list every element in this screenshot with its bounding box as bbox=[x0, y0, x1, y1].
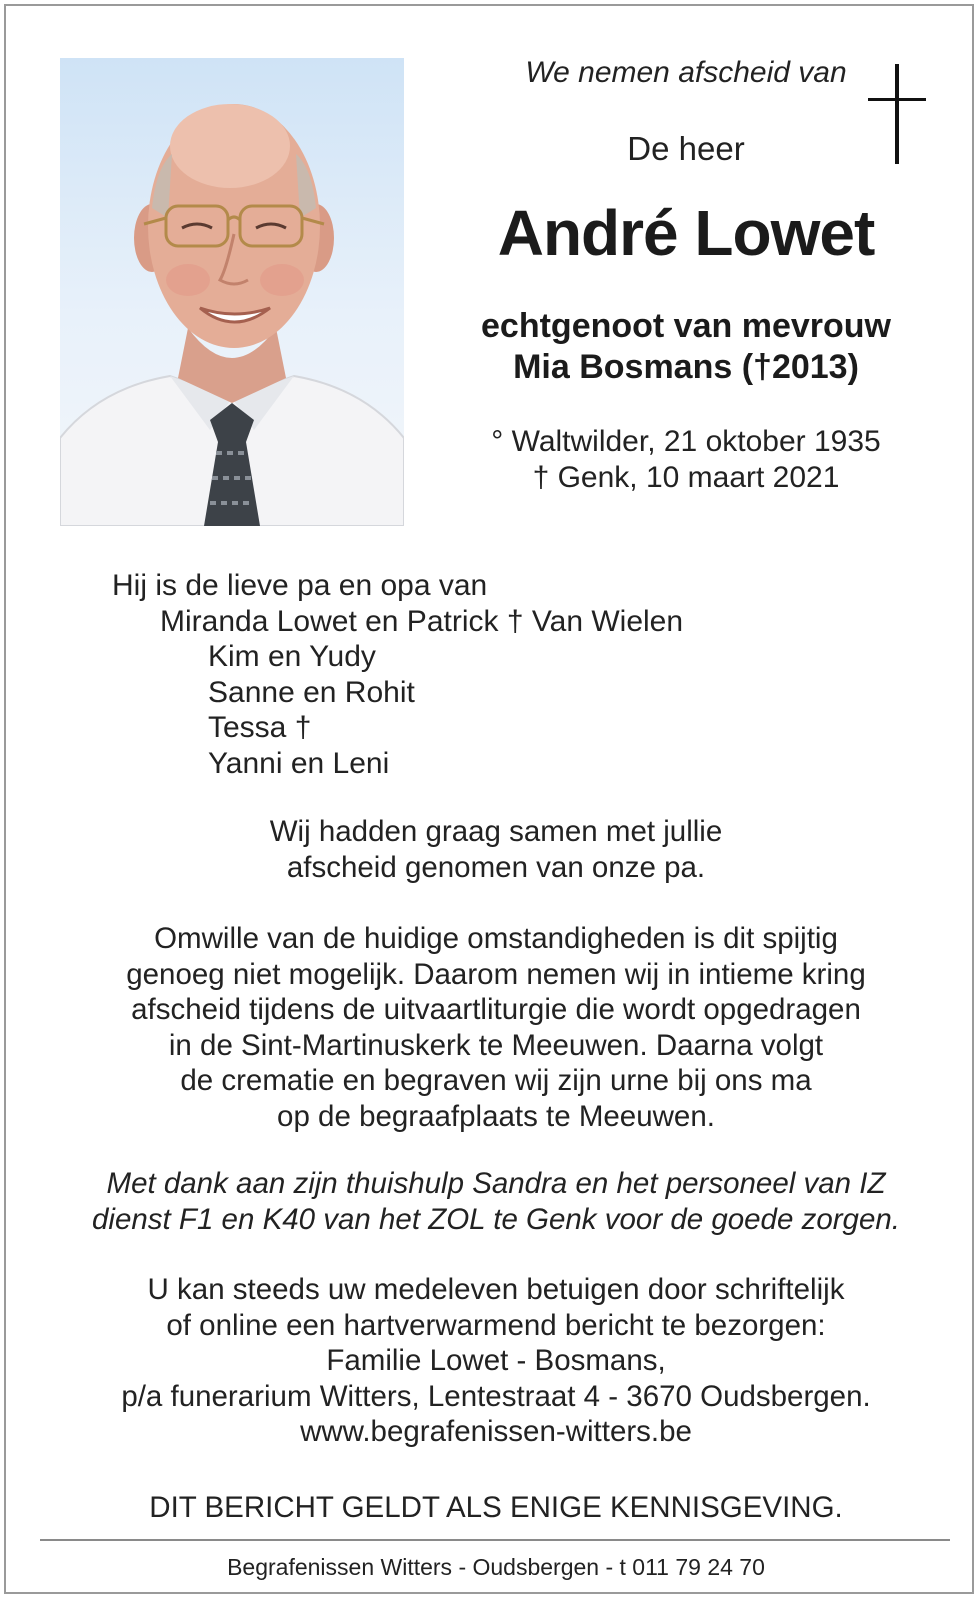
text-line: op de begraafplaats te Meeuwen. bbox=[277, 1099, 715, 1133]
text-line: Familie Lowet - Bosmans, bbox=[326, 1344, 666, 1377]
intro-line: We nemen afscheid van bbox=[525, 56, 847, 89]
portrait-photo bbox=[60, 58, 404, 526]
text-line: afscheid tijdens de uitvaartliturgie die wordt opgedragen bbox=[131, 993, 861, 1026]
condolences-paragraph bbox=[46, 1272, 946, 1450]
obituary-card bbox=[4, 4, 974, 1594]
text-line: de crematie en begraven wij zijn urne bij ons ma bbox=[180, 1064, 812, 1097]
honorific: De heer bbox=[627, 130, 745, 167]
notice-line: DIT BERICHT GELDT ALS ENIGE KENNISGEVING. bbox=[149, 1491, 843, 1524]
grandchild-item: Sanne en Rohit bbox=[208, 675, 415, 709]
text-line: Omwille van de huidige omstandigheden is dit spijtig bbox=[154, 922, 838, 955]
thanks-paragraph bbox=[46, 1166, 946, 1237]
text-line: of online een hartverwarmend bericht te bezorgen: bbox=[166, 1308, 826, 1342]
spouse-line: echtgenoot van mevrouw bbox=[481, 307, 891, 345]
footer-text: Begrafenissen Witters - Oudsbergen - t 011 79 24 70 bbox=[227, 1554, 765, 1580]
death-date: † Genk, 10 maart 2021 bbox=[532, 461, 840, 494]
family-intro: Hij is de lieve pa en opa van bbox=[112, 569, 488, 602]
spouse-info bbox=[436, 306, 936, 388]
text-line: Met dank aan zijn thuishulp Sandra en het personeel van IZ bbox=[106, 1167, 886, 1200]
text-line: in de Sint-Martinuskerk te Meeuwen. Daarna volgt bbox=[168, 1028, 824, 1062]
website-link[interactable]: www.begrafenissen-witters.be bbox=[300, 1415, 692, 1448]
portrait-illustration bbox=[60, 58, 404, 526]
life-dates bbox=[436, 424, 936, 496]
footer-divider bbox=[40, 1539, 950, 1541]
text-line: dienst F1 en K40 van het ZOL te Genk voor de goede zorgen. bbox=[92, 1202, 900, 1236]
farewell-paragraph bbox=[46, 814, 946, 885]
text-line: Wij hadden graag samen met jullie bbox=[269, 815, 723, 848]
family-children: Miranda Lowet en Patrick † Van Wielen bbox=[160, 604, 684, 638]
birth-date: ° Waltwilder, 21 oktober 1935 bbox=[491, 425, 881, 458]
grandchild-item: Kim en Yudy bbox=[208, 640, 376, 673]
family-list bbox=[112, 568, 683, 781]
grandchild-item: Yanni en Leni bbox=[208, 746, 390, 780]
text-line: afscheid genomen van onze pa. bbox=[286, 850, 706, 884]
text-line: U kan steeds uw medeleven betuigen door schriftelijk bbox=[147, 1273, 845, 1306]
spouse-line: Mia Bosmans (†2013) bbox=[513, 348, 859, 386]
circumstances-paragraph bbox=[46, 921, 946, 1134]
deceased-name: André Lowet bbox=[497, 197, 875, 269]
grandchild-item: Tessa † bbox=[208, 711, 312, 744]
text-line: p/a funerarium Witters, Lentestraat 4 - 3670 Oudsbergen. bbox=[121, 1379, 871, 1413]
text-line: genoeg niet mogelijk. Daarom nemen wij in intieme kring bbox=[126, 957, 866, 991]
